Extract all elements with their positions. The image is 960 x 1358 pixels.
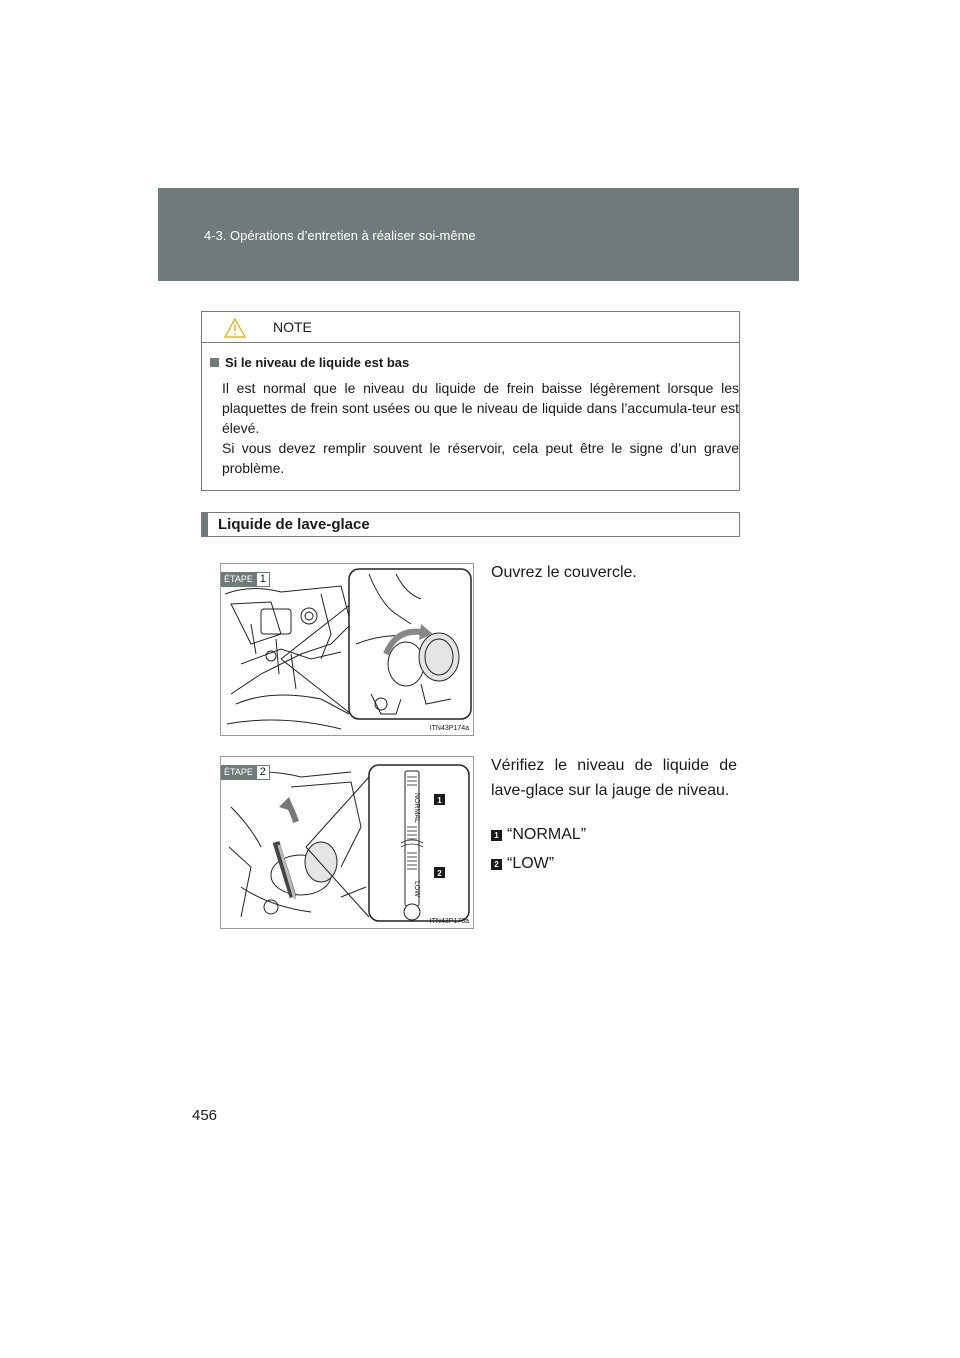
step-tag-2 xyxy=(221,765,270,780)
step-tag-1 xyxy=(221,572,270,587)
section-heading xyxy=(201,512,740,537)
step-1-text: Ouvrez le couvercle. xyxy=(491,564,637,581)
chapter-header xyxy=(158,188,799,281)
step-2-text: Vérifiez le niveau de liquide de lave-glace sur la jauge de niveau. xyxy=(491,757,737,799)
washer-gauge-illustration xyxy=(221,757,474,929)
engine-bay-illustration xyxy=(221,564,474,736)
page-number: 456 xyxy=(192,1107,218,1124)
figure-code: ITN43P176a xyxy=(429,918,469,925)
note-label: NOTE xyxy=(273,319,312,335)
callout-label: “LOW” xyxy=(507,855,555,872)
figure-code: ITN43P174a xyxy=(429,725,469,732)
step-tag-word: ÉTAPE xyxy=(221,572,256,587)
note-subheading-text: Si le niveau de liquide est bas xyxy=(225,355,410,370)
callout-item-1 xyxy=(491,826,586,844)
breadcrumb: 4-3. Opérations d’entretien à réaliser soi-même xyxy=(204,228,476,243)
step-tag-number: 1 xyxy=(256,572,270,587)
section-title: Liquide de lave-glace xyxy=(218,516,370,533)
gauge-low-label: LOW xyxy=(413,881,420,897)
note-text xyxy=(222,378,739,478)
note-header xyxy=(202,312,739,343)
note-paragraph-2: Si vous devez remplir souvent le réservoir, cela peut être le signe d’un grave problème. xyxy=(222,440,739,476)
square-bullet-icon xyxy=(210,358,219,367)
callout-badge-1: 1 xyxy=(437,796,442,805)
note-paragraph-1: Il est normal que le niveau du liquide de frein baisse légèrement lorsque les plaquettes de frein sont usées ou que le niveau de liquide dans l’accumula-teur est élevé. xyxy=(222,380,739,436)
note-subheading xyxy=(210,355,739,370)
callout-badge: 1 xyxy=(491,830,502,841)
callout-badge: 2 xyxy=(491,859,502,870)
warning-triangle-icon xyxy=(224,318,246,338)
figure-step-2 xyxy=(220,756,474,929)
callout-item-2 xyxy=(491,855,554,873)
figure-step-1 xyxy=(220,563,474,736)
callout-label: “NORMAL” xyxy=(507,826,587,843)
callout-badge-2: 2 xyxy=(437,869,442,878)
section-stripe xyxy=(202,513,208,536)
step-tag-word: ÉTAPE xyxy=(221,765,256,780)
note-box xyxy=(201,311,740,491)
step-tag-number: 2 xyxy=(256,765,270,780)
gauge-normal-label: NORMAL xyxy=(413,793,420,823)
